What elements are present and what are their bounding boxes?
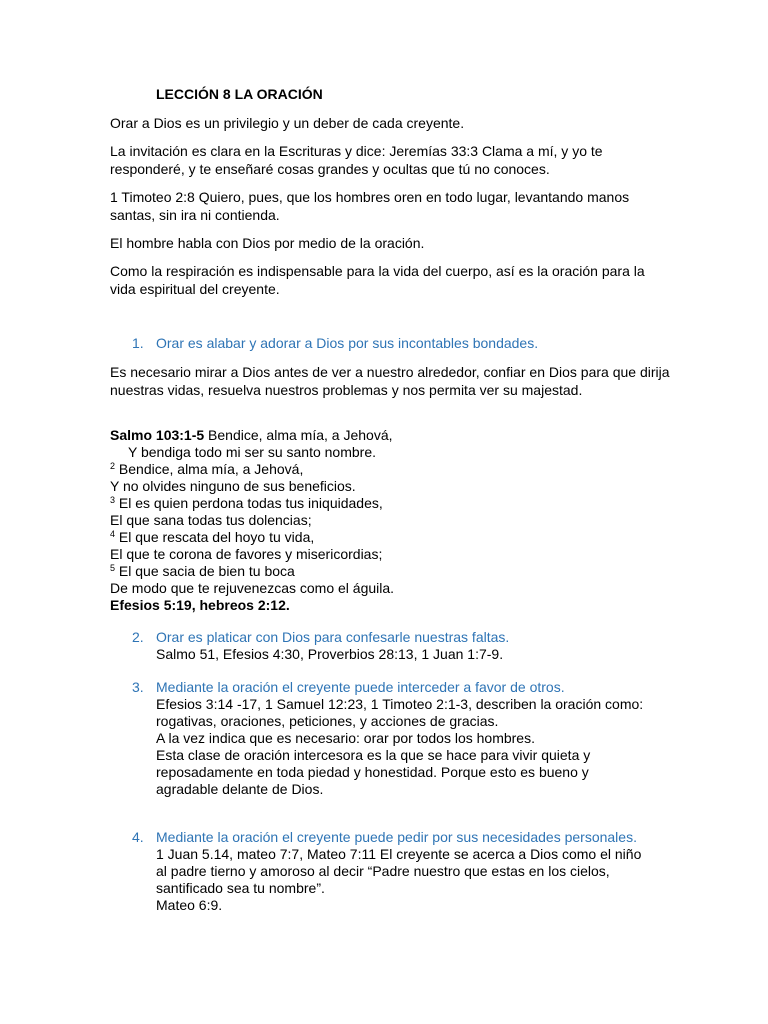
list-item-heading-text: Mediante la oración el creyente puede interceder a favor de otros. xyxy=(156,679,565,695)
list-item-heading-text: Mediante la oración el creyente puede pedir por sus necesidades personales. xyxy=(156,829,637,845)
psalm-line: Bendice, alma mía, a Jehová, xyxy=(118,461,304,477)
list-item-body: Mateo 6:9. xyxy=(156,897,223,913)
psalm-passage xyxy=(110,427,670,614)
list-item-1 xyxy=(132,335,652,352)
intro-paragraph-2: La invitación es clara en la Escrituras y dice: Jeremías 33:3 Clama a mí, y yo te responderé, y te enseñaré cosas grandes y ocultas que tú no conoces. xyxy=(110,143,603,177)
psalm-closing-reference: Efesios 5:19, hebreos 2:12. xyxy=(110,597,290,613)
list-item-body: Esta clase de oración intercesora es la que se hace para vivir quieta y reposadamente en toda piedad y honestidad. Porque esto es bueno y agradable delante de Dios. xyxy=(156,747,591,797)
list-item-body: Efesios 3:14 -17, 1 Samuel 12:23, 1 Timoteo 2:1-3, describen la oración como: rogativas, oraciones, peticiones, y acciones de gracias. xyxy=(156,696,644,729)
list-item-body: 1 Juan 5.14, mateo 7:7, Mateo 7:11 El creyente se acerca a Dios como el niño al padre tierno y amoroso al decir “Padre nuestro que estas en los cielos, santificado sea tu nombre”. xyxy=(156,846,642,896)
list-item-heading xyxy=(132,829,652,846)
psalm-line: El que rescata del hoyo tu vida, xyxy=(118,529,315,545)
verse-number: 3 xyxy=(110,495,116,505)
list-item-heading xyxy=(132,679,652,696)
list-item-number: 2. xyxy=(132,629,144,645)
intro-paragraph-5: Como la respiración es indispensable para la vida del cuerpo, así es la oración para la vida espiritual del creyente. xyxy=(110,263,645,297)
list-item-4 xyxy=(132,829,652,914)
psalm-line: Y no olvides ninguno de sus beneficios. xyxy=(110,478,356,494)
list-item-number: 3. xyxy=(132,679,144,695)
intro-paragraph-1: Orar a Dios es un privilegio y un deber de cada creyente. xyxy=(110,115,465,131)
list-item-body: Salmo 51, Efesios 4:30, Proverbios 28:13, 1 Juan 1:7-9. xyxy=(156,646,504,662)
list-item-heading-text: Orar es platicar con Dios para confesarle nuestras faltas. xyxy=(156,629,510,645)
list-item-number: 4. xyxy=(132,829,144,845)
verse-number: 2 xyxy=(110,461,116,471)
psalm-line: El que sana todas tus dolencias; xyxy=(110,512,312,528)
psalm-line: Bendice, alma mía, a Jehová, xyxy=(204,427,393,443)
list-item-heading xyxy=(132,335,652,352)
list-item-body: A la vez indica que es necesario: orar por todos los hombres. xyxy=(156,730,535,746)
list-item-number: 1. xyxy=(132,335,144,351)
psalm-line: Y bendiga todo mi ser su santo nombre. xyxy=(128,444,377,460)
psalm-line: El que sacia de bien tu boca xyxy=(118,563,295,579)
item1-body: Es necesario mirar a Dios antes de ver a nuestro alrededor, confiar en Dios para que dirija nuestras vidas, resuelva nuestros problemas y nos permita ver su majestad. xyxy=(110,364,670,398)
page-title: LECCIÓN 8 LA ORACIÓN xyxy=(156,86,323,102)
verse-number: 5 xyxy=(110,563,116,573)
intro-paragraph-3: 1 Timoteo 2:8 Quiero, pues, que los hombres oren en todo lugar, levantando manos santas, sin ira ni contienda. xyxy=(110,189,630,223)
list-item-heading-text: Orar es alabar y adorar a Dios por sus incontables bondades. xyxy=(156,335,539,351)
psalm-line: El es quien perdona todas tus iniquidades, xyxy=(118,495,383,511)
psalm-reference: Salmo 103:1-5 xyxy=(110,427,205,443)
list-item-2 xyxy=(132,629,652,663)
list-item-3 xyxy=(132,679,652,798)
list-item-heading xyxy=(132,629,652,646)
psalm-line: El que te corona de favores y misericordias; xyxy=(110,546,383,562)
intro-paragraph-4: El hombre habla con Dios por medio de la oración. xyxy=(110,235,425,251)
psalm-line: De modo que te rejuvenezcas como el águila. xyxy=(110,580,395,596)
verse-number: 4 xyxy=(110,529,116,539)
